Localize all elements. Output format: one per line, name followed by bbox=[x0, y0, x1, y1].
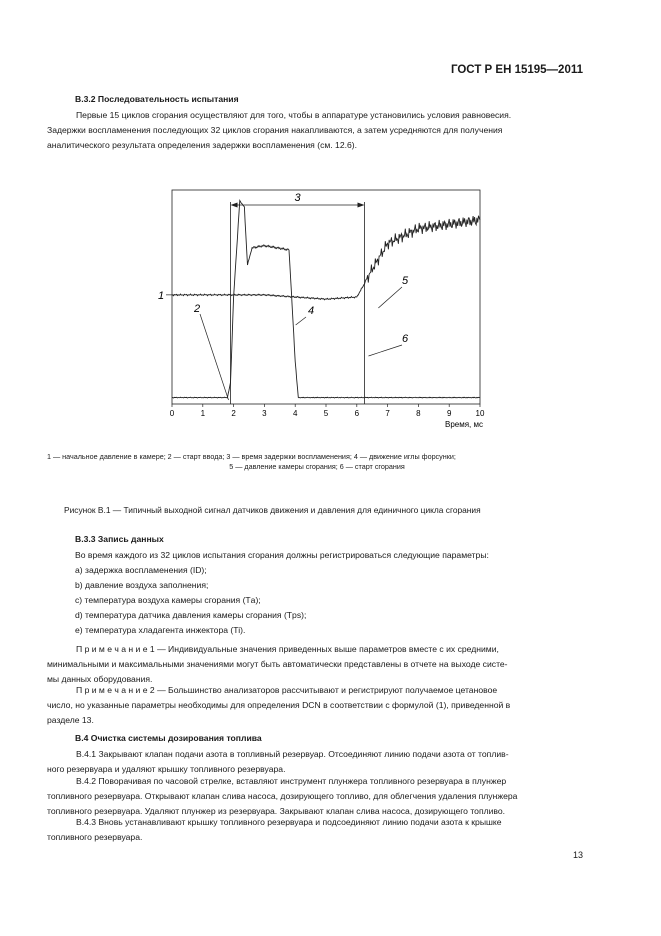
page-number: 13 bbox=[572, 850, 583, 860]
line: топливного резервуара. Открывают клапан слива насоса, дозирующего топливо, для облегчения удаления плунжера bbox=[47, 791, 518, 801]
legend-line: 5 — давление камеры сгорания; 6 — старт сгорания bbox=[229, 462, 405, 471]
list-item: d) температура датчика давления камеры сгорания (Tps); bbox=[75, 610, 307, 620]
note-1 bbox=[47, 642, 592, 687]
x-tick-label: 2 bbox=[231, 409, 236, 418]
heading-b32: В.3.2 Последовательность испытания bbox=[75, 94, 239, 104]
line: В.4.2 Поворачивая по часовой стрелке, вставляют инструмент плунжера топливного резервуара в плунжер bbox=[76, 776, 507, 786]
heading-b33: В.3.3 Запись данных bbox=[75, 534, 164, 544]
para-b41 bbox=[47, 747, 592, 777]
label-5: 5 bbox=[402, 275, 409, 287]
note-2 bbox=[47, 683, 592, 728]
label-2: 2 bbox=[194, 303, 201, 315]
line: топливного резервуара. bbox=[47, 832, 143, 842]
line: В.4.1 Закрывают клапан подачи азота в топливный резервуар. Отсоединяют линию подачи азота от топлив- bbox=[76, 749, 509, 759]
line: ного резервуара и удаляют крышку топливного резервуара. bbox=[47, 764, 286, 774]
heading-b4: В.4 Очистка системы дозирования топлива bbox=[75, 733, 262, 743]
line: Первые 15 циклов сгорания осуществляют для того, чтобы в аппаратуре установились условия равновесия. bbox=[76, 110, 512, 120]
standard-number: ГОСТ Р ЕН 15195—2011 bbox=[450, 64, 583, 76]
label-1: 1 bbox=[158, 289, 165, 302]
line: мы данных оборудования. bbox=[47, 674, 153, 684]
list-item: e) температура хладагента инжектора (Ti). bbox=[75, 625, 246, 635]
intro: Во время каждого из 32 циклов испытания сгорания должны регистрироваться следующие параметры: bbox=[75, 550, 489, 560]
line: аналитического результата определения задержки воспламенения (см. 12.6). bbox=[47, 140, 358, 150]
para-b32 bbox=[47, 108, 587, 153]
x-tick-label: 4 bbox=[292, 409, 298, 418]
series-pressure-line bbox=[172, 216, 480, 300]
para-b42 bbox=[47, 774, 592, 819]
line: минимальными и максимальными значениями могут быть автоматически представлены в отчете на выходе систе- bbox=[47, 659, 508, 669]
label-4: 4 bbox=[308, 305, 315, 317]
leader-2 bbox=[200, 314, 229, 400]
x-tick-label: 3 bbox=[262, 409, 267, 418]
line: Задержки воспламенения последующих 32 циклов сгорания накапливаются, а затем усредняются для получения bbox=[47, 125, 503, 135]
x-tick-label: 8 bbox=[416, 409, 421, 418]
para-b43 bbox=[47, 815, 592, 845]
x-tick-label: 6 bbox=[354, 409, 360, 418]
line: топливного резервуара. Удаляют плунжер из резервуара. Закрывают клапан слива насоса, дозирующего топливо. bbox=[47, 806, 506, 816]
plot-area bbox=[158, 190, 485, 429]
list-item: c) температура воздуха камеры сгорания (Tа); bbox=[75, 595, 261, 605]
delay-arrow-right bbox=[358, 203, 365, 208]
x-tick-label: 5 bbox=[323, 409, 329, 418]
delay-arrow-left bbox=[231, 203, 238, 208]
list-b33 bbox=[75, 548, 590, 638]
list-item: b) давление воздуха заполнения; bbox=[75, 580, 209, 590]
line: В.4.3 Вновь устанавливают крышку топливного резервуара и подсоединяют линию подачи азота к крышке bbox=[76, 817, 502, 827]
label-3: 3 bbox=[294, 192, 301, 204]
list-item: а) задержка воспламенения (ID); bbox=[75, 565, 207, 575]
line: П р и м е ч а н и е 1 — Индивидуальные значения приведенных выше параметров вместе с их средними, bbox=[76, 644, 499, 654]
figure-caption: Рисунок В.1 — Типичный выходной сигнал датчиков движения и давления для единичного цикла сгорания bbox=[64, 505, 481, 515]
line: разделе 13. bbox=[47, 715, 94, 725]
x-axis-label: Время, мс bbox=[444, 420, 483, 429]
x-tick-label: 0 bbox=[169, 409, 175, 418]
leader-5 bbox=[378, 287, 402, 308]
x-tick-label: 7 bbox=[385, 409, 390, 418]
x-tick-label: 9 bbox=[446, 409, 452, 418]
line: П р и м е ч а н и е 2 — Большинство анализаторов рассчитывают и регистрируют получаемое цетановое bbox=[76, 685, 498, 695]
line: число, но указанные параметры необходимы для определения DCN в соответствии с формулой (1), приведенной в bbox=[47, 700, 511, 710]
label-6: 6 bbox=[402, 333, 409, 345]
plot-frame bbox=[172, 190, 480, 404]
legend-line: 1 — начальное давление в камере; 2 — старт ввода; 3 — время задержки воспламенения; 4 — движение иглы форсунки; bbox=[47, 452, 456, 461]
leader-4 bbox=[296, 317, 306, 325]
leader-6 bbox=[369, 345, 403, 356]
x-tick-label: 1 bbox=[200, 409, 206, 418]
figure-chart bbox=[140, 180, 510, 440]
figure-legend bbox=[47, 452, 587, 472]
x-tick-label: 10 bbox=[475, 409, 485, 418]
